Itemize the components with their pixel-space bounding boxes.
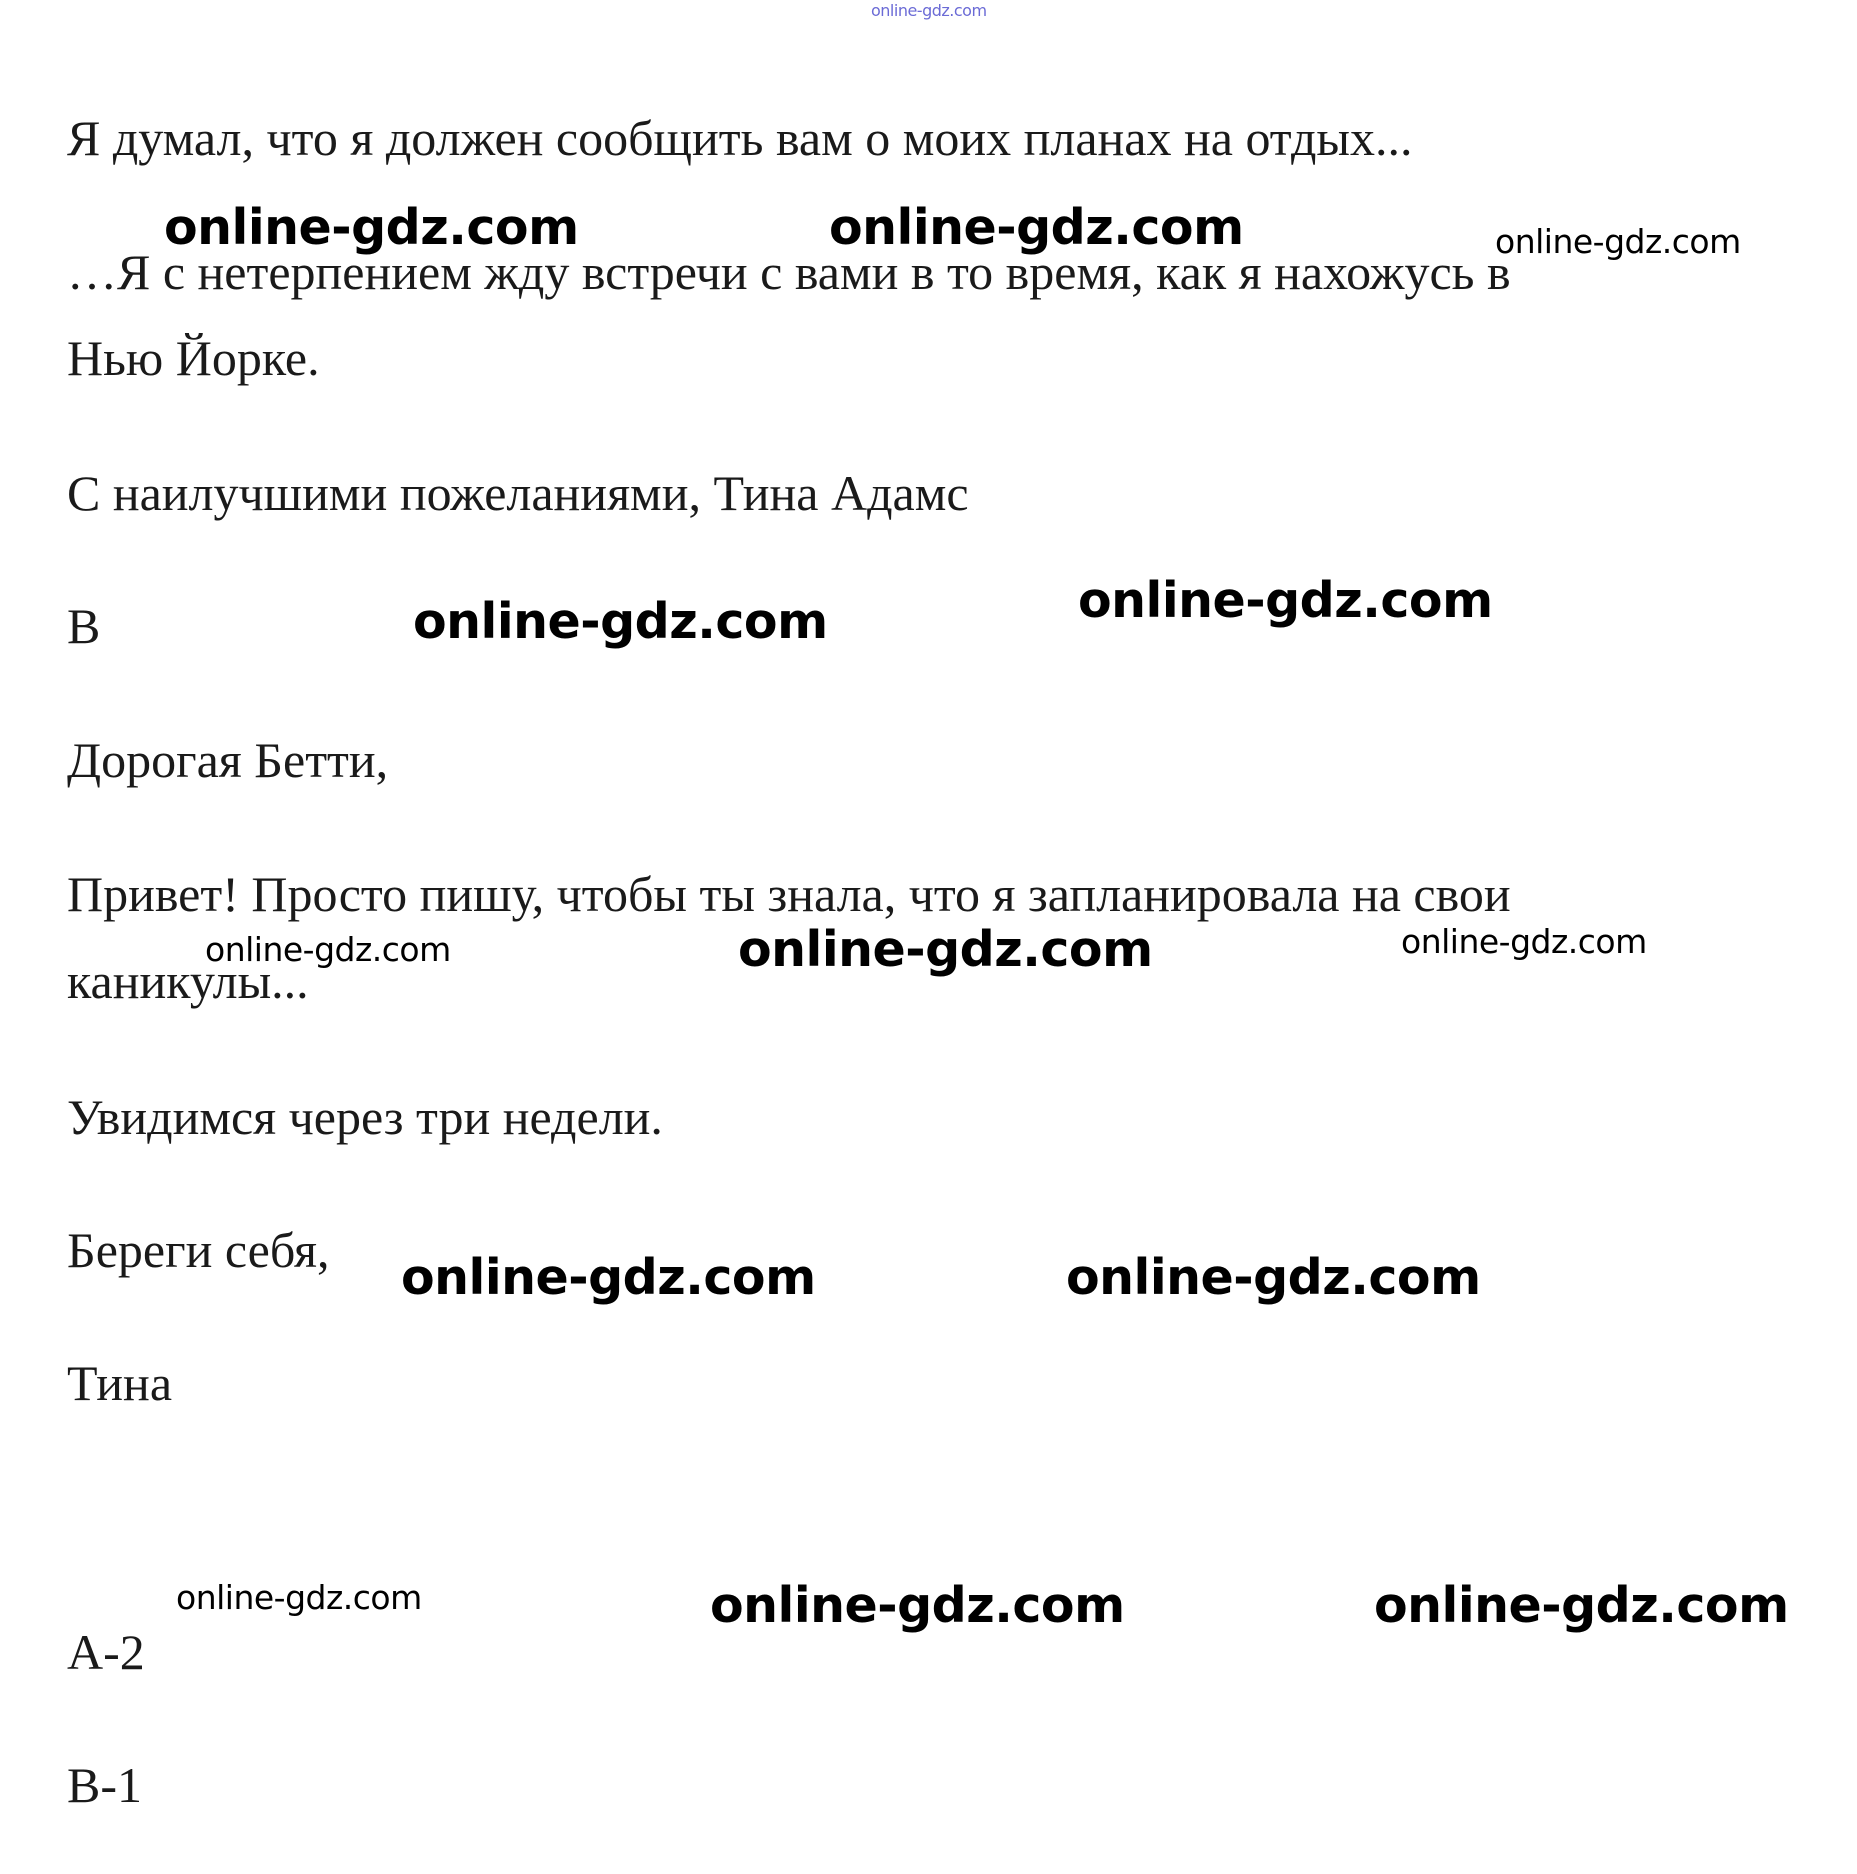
watermark: online-gdz.com — [1078, 572, 1493, 629]
text-line-7: Привет! Просто пишу, чтобы ты знала, что я запланировала на свои — [67, 866, 1511, 922]
watermark: online-gdz.com — [738, 921, 1153, 978]
watermark: online-gdz.com — [164, 199, 579, 256]
text-line-5: B — [67, 598, 101, 654]
top-watermark: online-gdz.com — [871, 1, 987, 20]
text-line-13: B-1 — [67, 1757, 142, 1813]
watermark: online-gdz.com — [205, 930, 451, 969]
text-line-6: Дорогая Бетти, — [67, 732, 389, 788]
text-line-4: С наилучшими пожеланиями, Тина Адамс — [67, 465, 969, 521]
text-line-9: Увидимся через три недели. — [67, 1089, 663, 1145]
text-line-3: Нью Йорке. — [67, 330, 320, 386]
text-line-11: Тина — [67, 1355, 173, 1411]
watermark: online-gdz.com — [401, 1249, 816, 1306]
watermark: online-gdz.com — [1066, 1249, 1481, 1306]
text-line-10: Береги себя, — [67, 1222, 330, 1278]
text-line-2: …Я с нетерпением жду встречи с вами в то время, как я нахожусь в — [67, 244, 1511, 300]
watermark: online-gdz.com — [413, 593, 828, 650]
text-line-8: каникулы... — [67, 953, 309, 1009]
watermark: online-gdz.com — [829, 199, 1244, 256]
text-line-12: A-2 — [67, 1624, 145, 1680]
watermark: online-gdz.com — [1374, 1577, 1789, 1634]
watermark: online-gdz.com — [1401, 922, 1647, 961]
watermark: online-gdz.com — [1495, 222, 1741, 261]
text-line-1: Я думал, что я должен сообщить вам о моих планах на отдых... — [67, 110, 1413, 166]
watermark: online-gdz.com — [710, 1577, 1125, 1634]
watermark: online-gdz.com — [176, 1578, 422, 1617]
